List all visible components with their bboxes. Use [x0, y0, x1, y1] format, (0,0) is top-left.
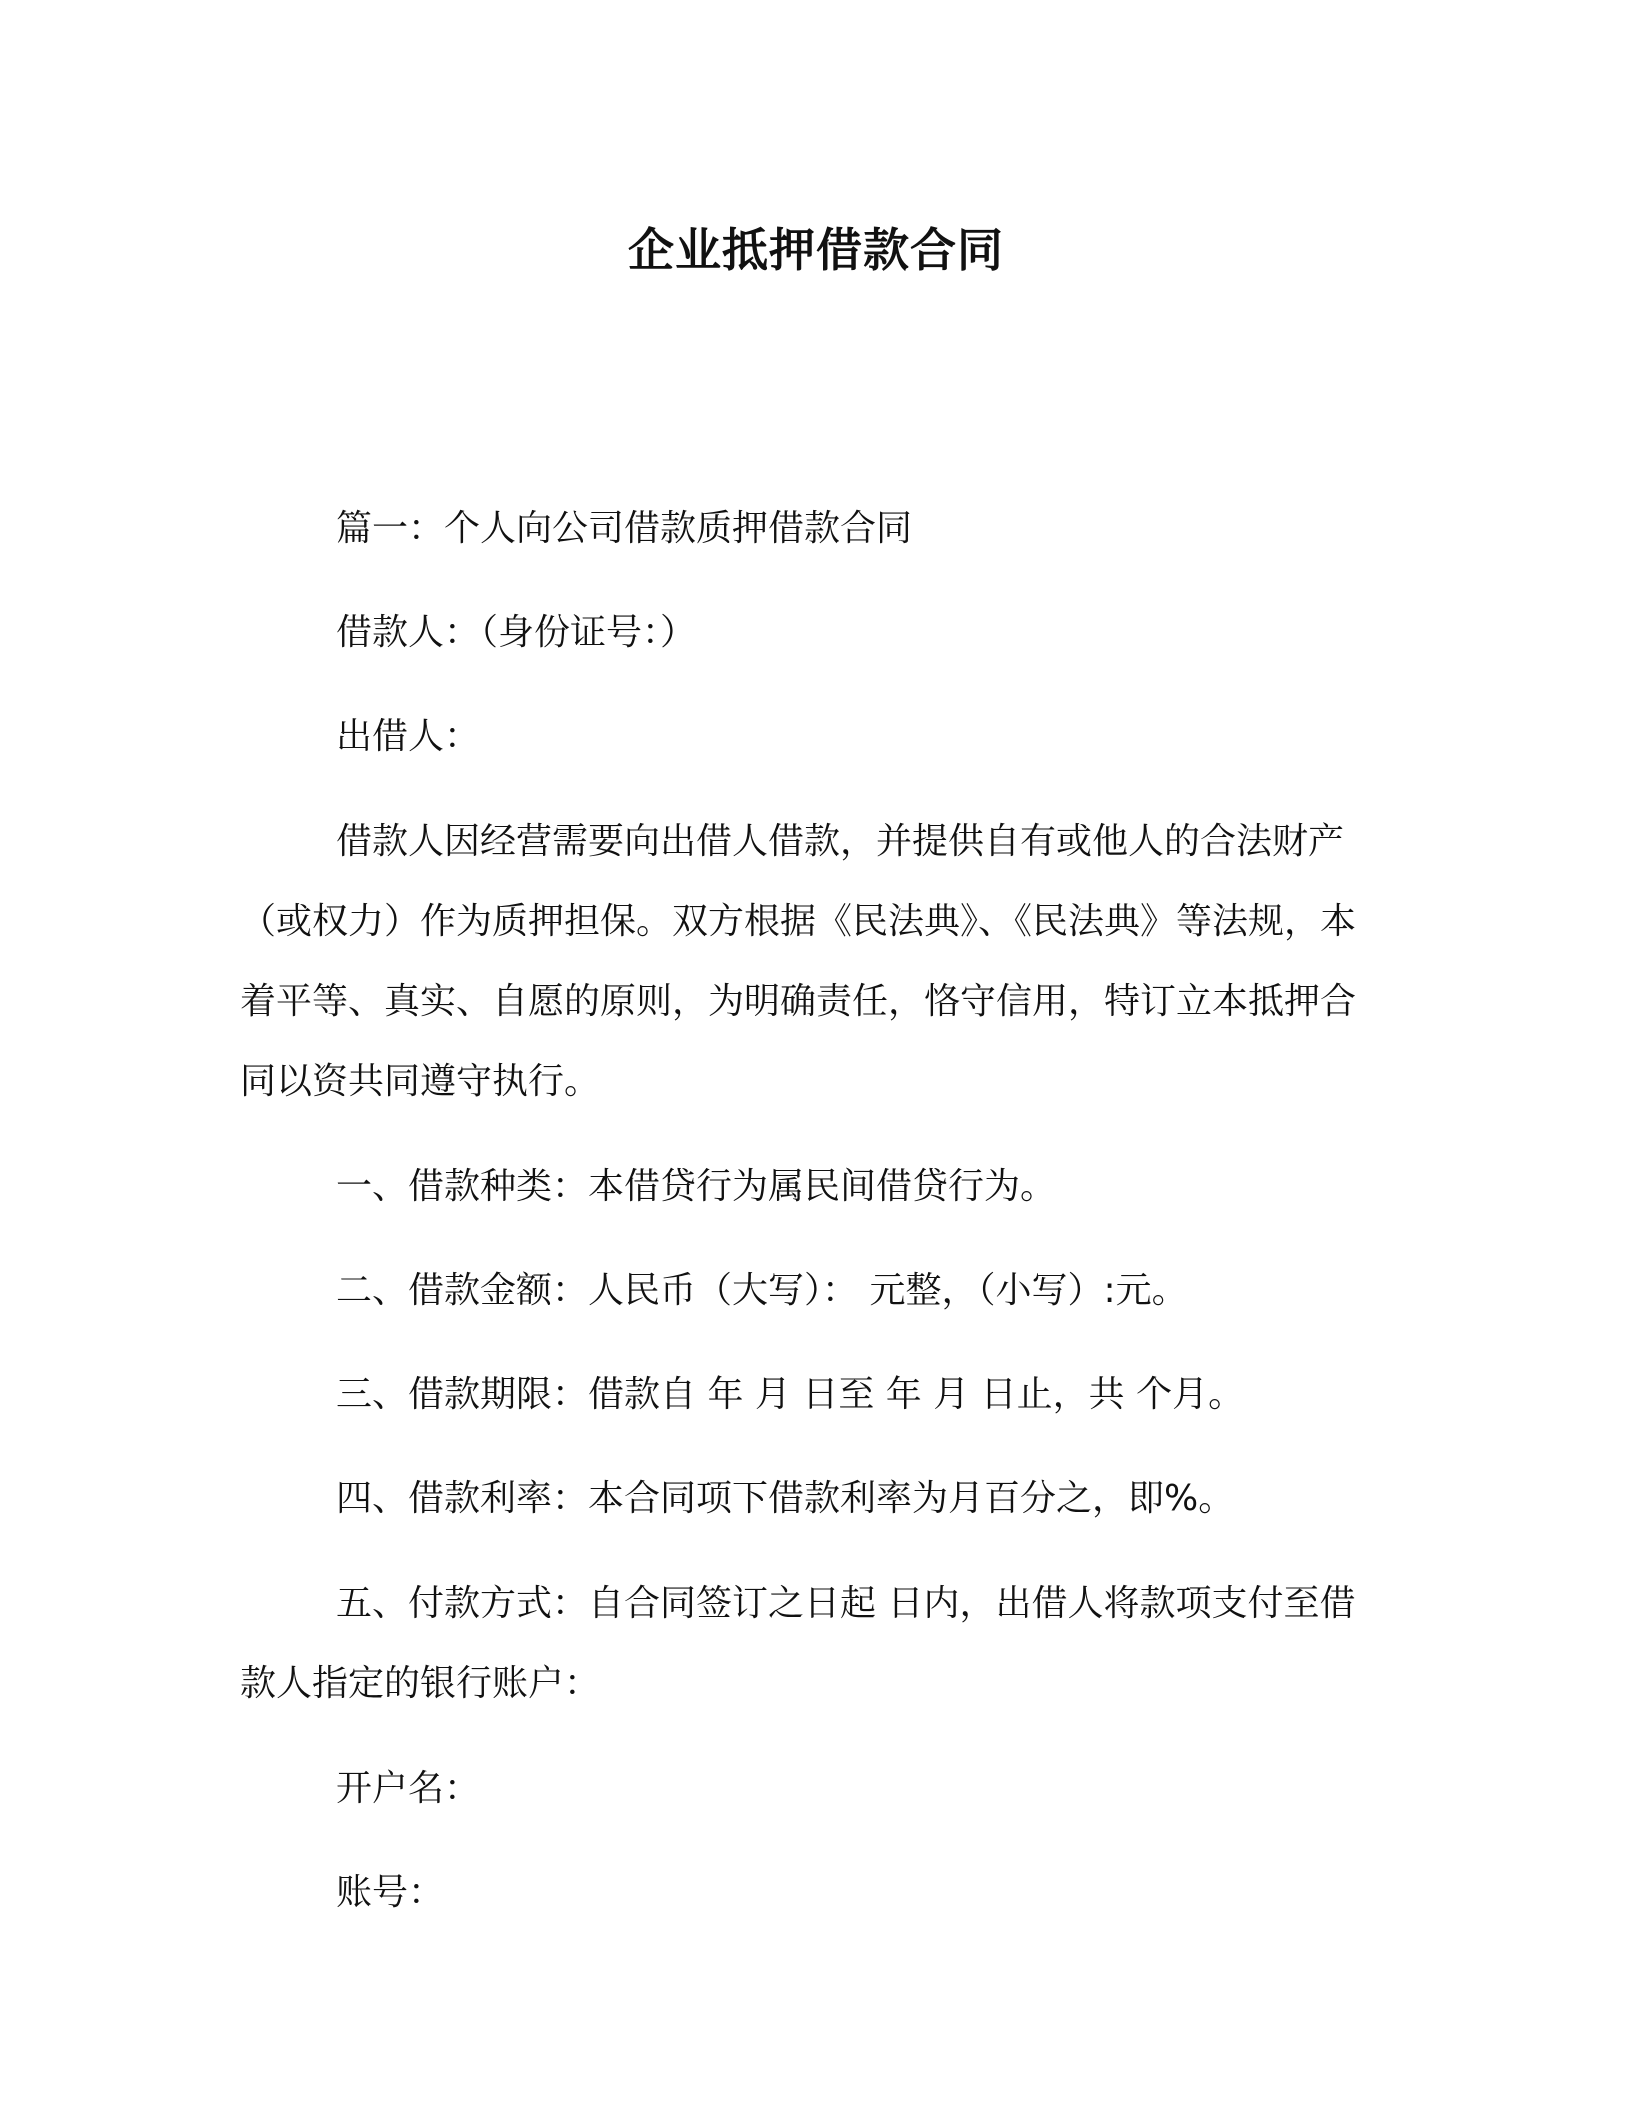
clause-loan-amount: 二、借款金额：人民币（大写）： 元整，（小写）:元。: [336, 1270, 1188, 1311]
document-body: [240, 490, 1390, 1958]
section-heading: 篇一：个人向公司借款质押借款合同: [336, 508, 913, 549]
preamble-paragraph: 借款人因经营需要向出借人借款，并提供自有或他人的合法财产（或权力）作为质押担保。双方根据《民法典》、《民法典》等法规，本着平等、真实、自愿的原则，为明确责任，恪守信用，特订立本抵押合同以资共同遵守执行。: [240, 821, 1357, 1102]
clause-interest-rate: 四、借款利率：本合同项下借款利率为月百分之，即%。: [336, 1478, 1235, 1519]
account-name-line: 开户名：: [336, 1768, 481, 1809]
lender-line: 出借人：: [336, 716, 481, 757]
document-title: 企业抵押借款合同: [628, 223, 1004, 277]
borrower-line: 借款人：（身份证号：）: [336, 612, 697, 653]
account-number-line: 账号：: [336, 1872, 445, 1913]
clause-payment-method: 五、付款方式：自合同签订之日起 日内，出借人将款项支付至借款人指定的银行账户：: [240, 1583, 1356, 1704]
clause-loan-type: 一、借款种类：本借贷行为属民间借贷行为。: [336, 1166, 1057, 1207]
clause-loan-term: 三、借款期限：借款自 年 月 日至 年 月 日止，共 个月。: [336, 1374, 1245, 1415]
